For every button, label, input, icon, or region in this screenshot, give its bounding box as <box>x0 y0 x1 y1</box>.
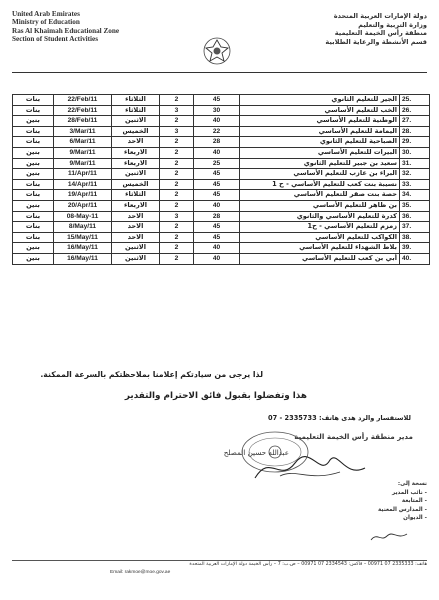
school-name: زمزم للتعليم الأساسي - ح1 <box>240 222 400 233</box>
grade-level: 2 <box>160 243 194 254</box>
school-name: الخب للتعليم الأساسي <box>240 105 400 116</box>
school-name: أبي بن كعب للتعليم الأساسي <box>240 253 400 264</box>
school-gender: بنات <box>13 190 54 201</box>
cc-item: - المتابعة <box>401 498 427 505</box>
grade-level: 2 <box>160 232 194 243</box>
visit-day: الاثنين <box>112 253 160 264</box>
school-gender: بنات <box>13 137 54 148</box>
visit-date: 08-May-11 <box>54 211 112 222</box>
visit-date: 28/Feb/11 <box>54 116 112 127</box>
visit-day: الاثنين <box>112 169 160 180</box>
school-gender: بنات <box>13 126 54 137</box>
school-name: سعيد بن جبير للتعليم الثانوي <box>240 158 400 169</box>
school-name: حصة بنت صقر للتعليم الأساسي <box>240 190 400 201</box>
visit-day: الثلاثاء <box>112 105 160 116</box>
visit-date: 14/Apr/11 <box>54 179 112 190</box>
closing-greeting: هذا وتفضلوا بقبول فائق الاحترام والتقدير <box>124 391 307 401</box>
row-number: 38. <box>400 232 430 243</box>
grade-level: 2 <box>160 179 194 190</box>
cc-item: - المدارس المعنية <box>378 506 427 513</box>
visit-day: الاثنين <box>112 243 160 254</box>
cc-list <box>378 480 427 523</box>
student-count: 45 <box>194 232 240 243</box>
header-ar-line: منطقة رأس الخيمة التعليمية <box>334 29 427 38</box>
visit-date: 9/Mar/11 <box>54 147 112 158</box>
table-row <box>13 158 430 169</box>
row-number: 32. <box>400 169 430 180</box>
grade-level: 2 <box>160 200 194 211</box>
visit-date: 20/Apr/11 <box>54 200 112 211</box>
table-row <box>13 179 430 190</box>
visit-date: 8/May/11 <box>54 222 112 233</box>
row-number: 30. <box>400 147 430 158</box>
grade-level: 3 <box>160 211 194 222</box>
school-gender: بنين <box>13 116 54 127</box>
table-row <box>13 232 430 243</box>
table-row <box>13 105 430 116</box>
visit-date: 19/Apr/11 <box>54 190 112 201</box>
school-name: الجير للتعليم الثانوي <box>240 95 400 106</box>
school-gender: بنين <box>13 200 54 211</box>
visit-day: الاربعاء <box>112 158 160 169</box>
visit-day: الثلاثاء <box>112 190 160 201</box>
table-row <box>13 211 430 222</box>
visit-date: 3/Mar/11 <box>54 126 112 137</box>
header-en-line: Section of Student Activities <box>12 34 99 43</box>
school-name: كدرة للتعليم الأساسي والثانوي <box>240 211 400 222</box>
grade-level: 2 <box>160 190 194 201</box>
row-number: 36. <box>400 211 430 222</box>
row-number: 26. <box>400 105 430 116</box>
student-count: 40 <box>194 147 240 158</box>
row-number: 35. <box>400 200 430 211</box>
visit-day: الاحد <box>112 222 160 233</box>
visit-day: الثلاثاء <box>112 95 160 106</box>
grade-level: 3 <box>160 126 194 137</box>
row-number: 29. <box>400 137 430 148</box>
row-number: 37. <box>400 222 430 233</box>
visit-date: 22/Feb/11 <box>54 95 112 106</box>
school-gender: بنين <box>13 147 54 158</box>
school-gender: بنين <box>13 253 54 264</box>
cc-item: - نائب المدير <box>391 489 427 496</box>
student-count: 28 <box>194 137 240 148</box>
row-number: 28. <box>400 126 430 137</box>
row-number: 25. <box>400 95 430 106</box>
school-name: بن ظاهر للتعليم الأساسي <box>240 200 400 211</box>
row-number: 40. <box>400 253 430 264</box>
grade-level: 2 <box>160 147 194 158</box>
student-count: 40 <box>194 116 240 127</box>
visit-date: 16/May/11 <box>54 243 112 254</box>
table-row <box>13 222 430 233</box>
visit-date: 22/Feb/11 <box>54 105 112 116</box>
header-english <box>12 10 119 43</box>
student-count: 40 <box>194 253 240 264</box>
row-number: 27. <box>400 116 430 127</box>
student-count: 30 <box>194 105 240 116</box>
student-count: 40 <box>194 200 240 211</box>
grade-level: 2 <box>160 158 194 169</box>
table-row <box>13 137 430 148</box>
visit-day: الاحد <box>112 137 160 148</box>
table-row <box>13 126 430 137</box>
initials-signature-icon <box>369 530 409 544</box>
table-row <box>13 169 430 180</box>
table-row <box>13 95 430 106</box>
signature-title: مدير منطقة رأس الخيمة التعليمية <box>294 432 413 441</box>
school-name: نسيبة بنت كعب للتعليم الأساسي - ح 1 <box>240 179 400 190</box>
school-gender: بنات <box>13 222 54 233</box>
school-gender: بنات <box>13 95 54 106</box>
school-gender: بنات <box>13 232 54 243</box>
student-count: 45 <box>194 179 240 190</box>
signature-name: عبدالله حسين المصلح <box>223 448 289 457</box>
visit-day: الخميس <box>112 126 160 137</box>
school-gender: بنين <box>13 243 54 254</box>
visit-date: 6/Mar/11 <box>54 137 112 148</box>
school-name: اليمامة للتعليم الأساسي <box>240 126 400 137</box>
school-name: الكواكب للتعليم الأساسي <box>240 232 400 243</box>
cc-item: - الديوان <box>403 515 427 522</box>
header-en-line: United Arab Emirates <box>12 10 80 18</box>
header-ar-line: دولة الإمارات العربية المتحدة <box>333 12 427 20</box>
uae-emblem-icon <box>202 36 232 66</box>
row-number: 31. <box>400 158 430 169</box>
table-row <box>13 147 430 158</box>
school-gender: بنين <box>13 158 54 169</box>
school-name: البراء بن عازب للتعليم الأساسي <box>240 169 400 180</box>
contact-info: للاستفسار والرد هدى هاتف: 2335733 - 07 <box>268 414 411 422</box>
school-gender: بنات <box>13 211 54 222</box>
grade-level: 2 <box>160 137 194 148</box>
table-row <box>13 200 430 211</box>
table-row <box>13 253 430 264</box>
footer-divider <box>12 560 427 561</box>
visit-day: الاربعاء <box>112 200 160 211</box>
schedule-table <box>12 94 430 265</box>
visit-day: الاحد <box>112 232 160 243</box>
table-row <box>13 243 430 254</box>
visit-date: 15/May/11 <box>54 232 112 243</box>
student-count: 28 <box>194 211 240 222</box>
footer-email: Email: rakmoe@moe.gov.ae <box>110 570 171 575</box>
footer-address: هاتف: 2335333 07 00971 – فاكس: 2334543 07 00971 – ص.ب: 7 – رأس الخيمة دولة الإمارات العربية المتحدة <box>189 562 427 567</box>
visit-date: 9/Mar/11 <box>54 158 112 169</box>
student-count: 22 <box>194 126 240 137</box>
visit-day: الاربعاء <box>112 147 160 158</box>
school-name: الصباحية للتعليم الثانوي <box>240 137 400 148</box>
student-count: 45 <box>194 169 240 180</box>
visit-date: 11/Apr/11 <box>54 169 112 180</box>
grade-level: 2 <box>160 169 194 180</box>
school-gender: بنات <box>13 105 54 116</box>
grade-level: 2 <box>160 116 194 127</box>
header-divider <box>12 72 427 73</box>
header-ar-line: وزارة التربية والتعليم <box>358 20 427 29</box>
visit-day: الاحد <box>112 211 160 222</box>
student-count: 45 <box>194 190 240 201</box>
row-number: 33. <box>400 179 430 190</box>
header-ar-line: قسم الأنشطة والرعاية الطلابية <box>325 37 427 46</box>
header-en-line: Ministry of Education <box>12 18 80 27</box>
grade-level: 2 <box>160 253 194 264</box>
visit-day: الخميس <box>112 179 160 190</box>
row-number: 39. <box>400 243 430 254</box>
student-count: 40 <box>194 243 240 254</box>
row-number: 34. <box>400 190 430 201</box>
request-note: لذا يرجى من سيادتكم إعلامنا بملاحظتكم بالسرعة الممكنة. <box>40 370 263 379</box>
grade-level: 2 <box>160 95 194 106</box>
cc-label: نسخة إلى: <box>397 481 427 487</box>
handwritten-signature-icon <box>250 448 370 488</box>
visit-day: الاثنين <box>112 116 160 127</box>
school-name: البيرات للتعليم الأساسي <box>240 147 400 158</box>
school-name: بلاط الشهداء للتعليم الأساسي <box>240 243 400 254</box>
grade-level: 2 <box>160 222 194 233</box>
grade-level: 3 <box>160 105 194 116</box>
table-row <box>13 116 430 127</box>
student-count: 45 <box>194 95 240 106</box>
student-count: 45 <box>194 222 240 233</box>
header-en-line: Ras Al Khaimah Educational Zone <box>12 26 120 35</box>
table-row <box>13 190 430 201</box>
header-arabic <box>325 12 427 46</box>
student-count: 25 <box>194 158 240 169</box>
school-name: الوطنية للتعليم الأساسي <box>240 116 400 127</box>
visit-date: 16/May/11 <box>54 253 112 264</box>
school-gender: بنين <box>13 169 54 180</box>
school-gender: بنات <box>13 179 54 190</box>
